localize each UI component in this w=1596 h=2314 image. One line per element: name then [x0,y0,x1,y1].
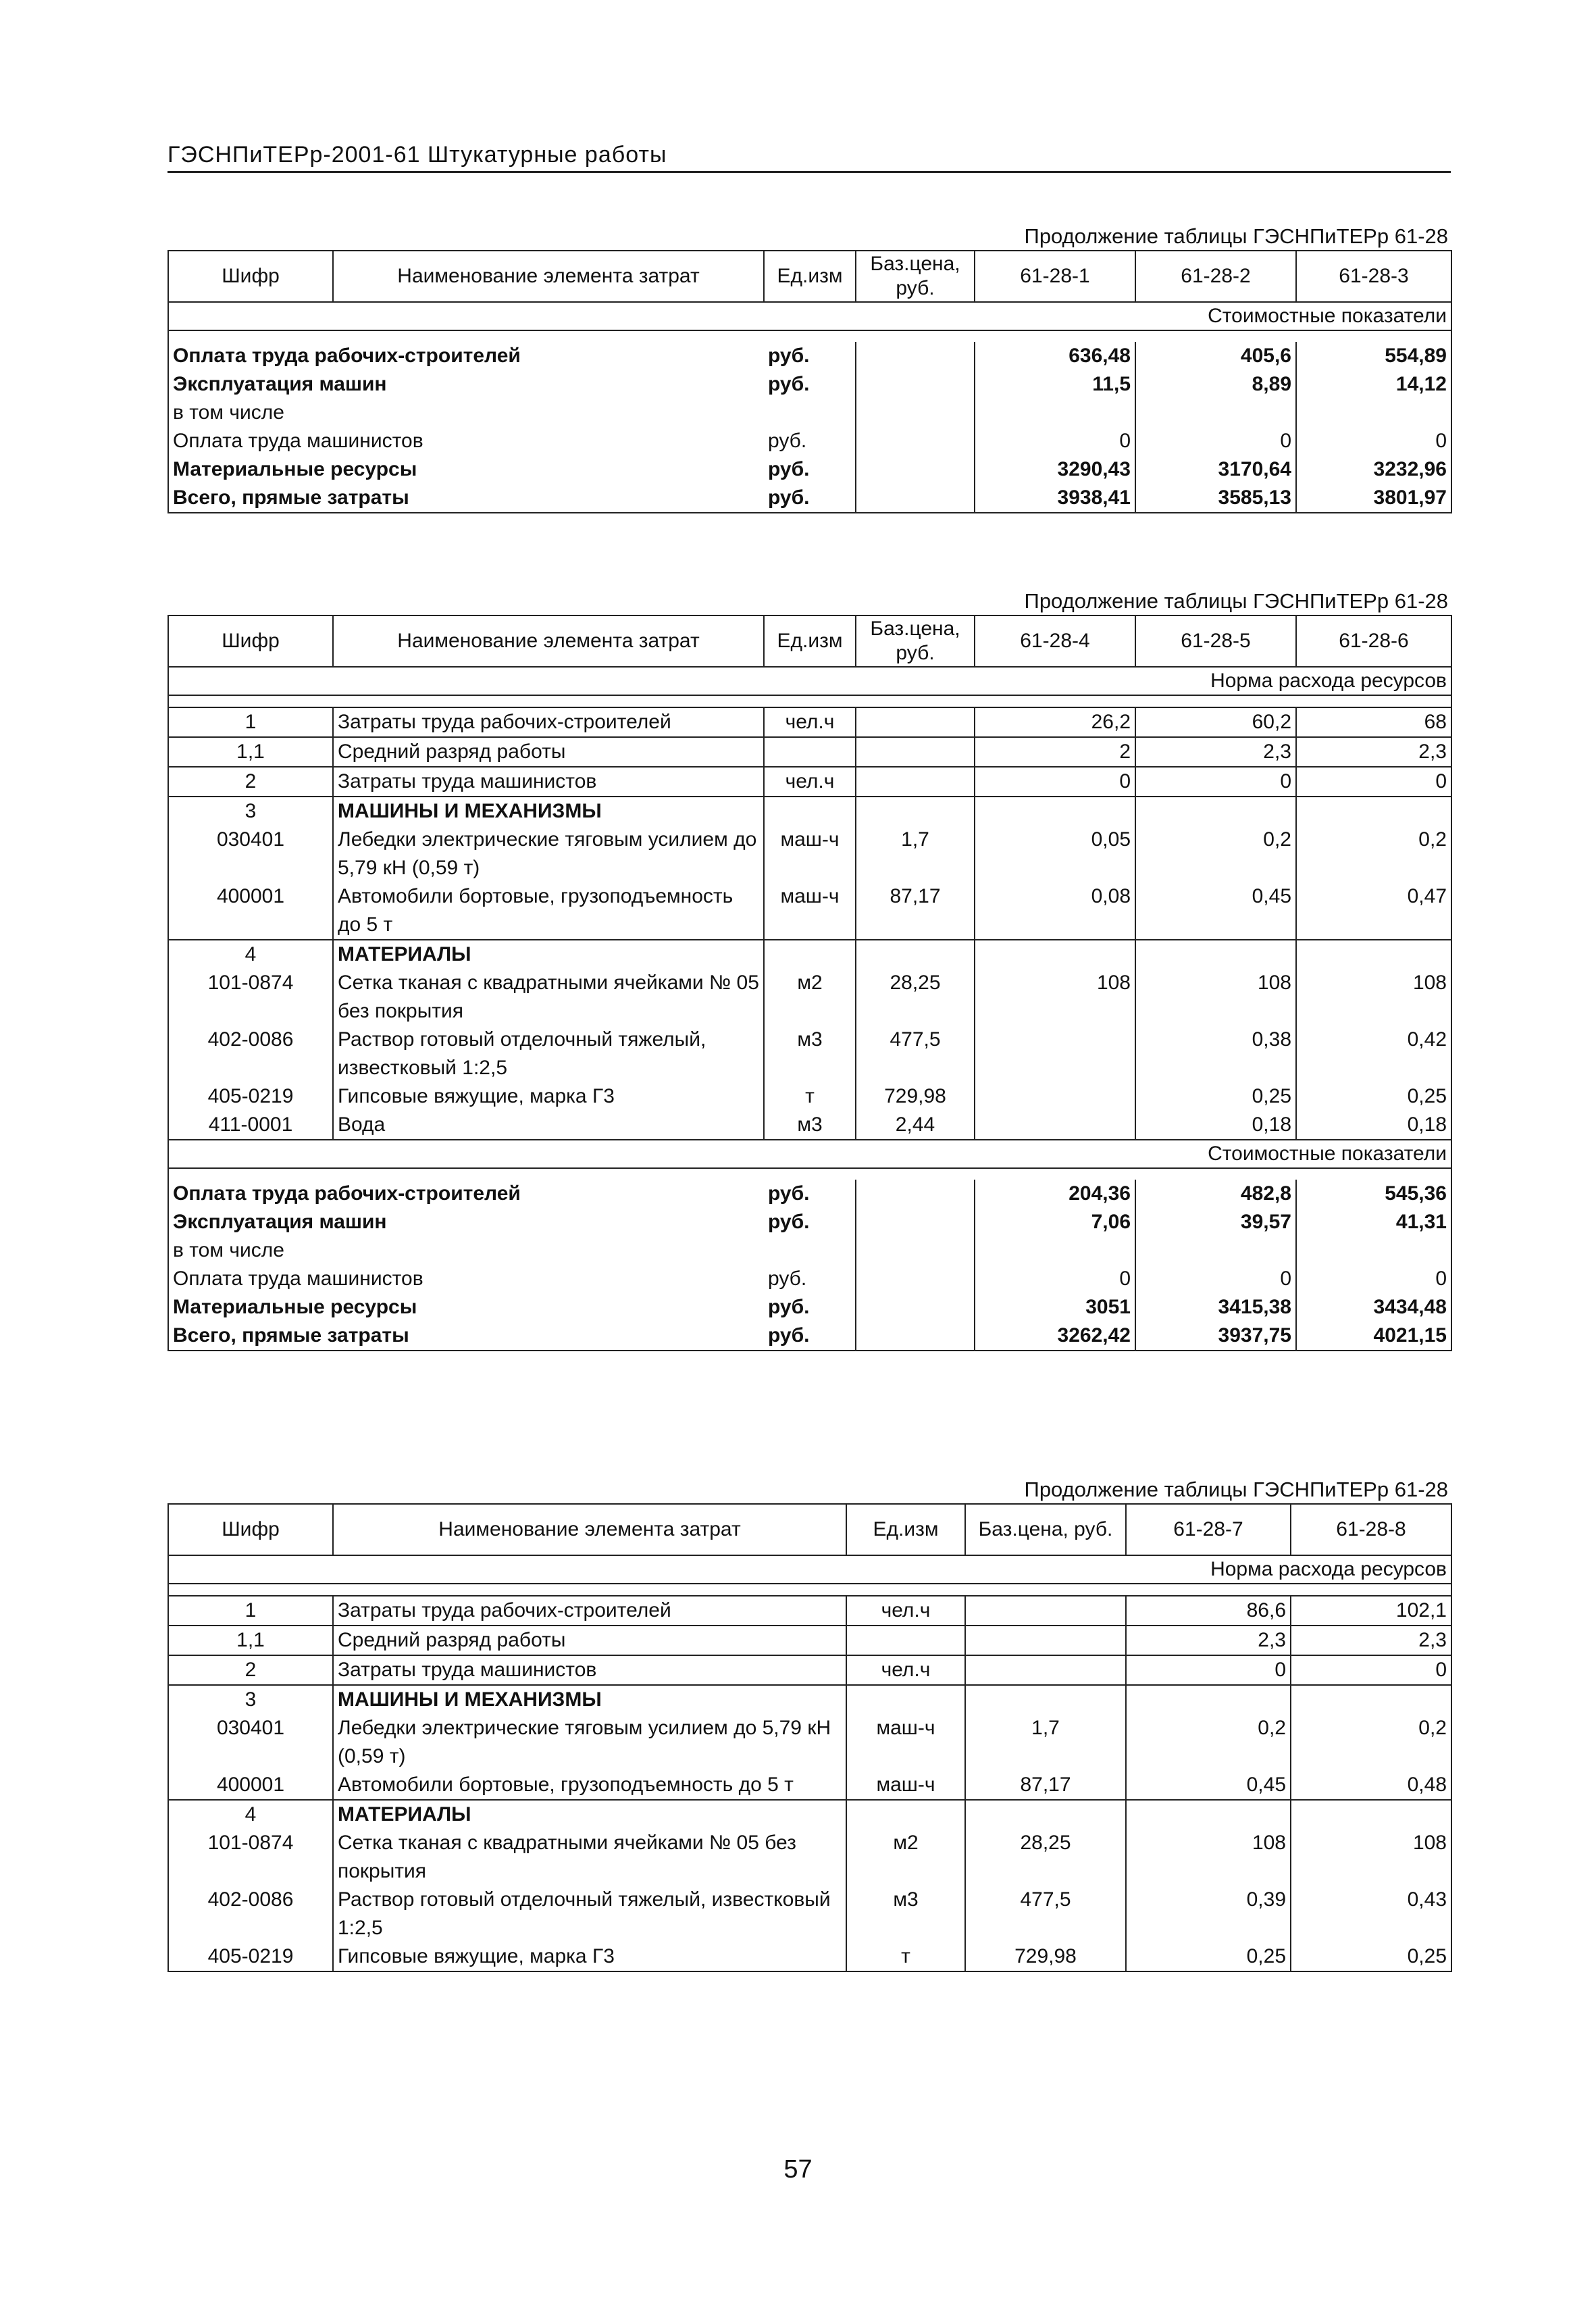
table-cell-value [1291,1800,1451,1829]
table-cell-unit: м2 [846,1829,965,1886]
table-cell-value: 108 [975,969,1135,1026]
table-cell-price [856,1293,975,1322]
table-cell-value: 108 [1135,969,1296,1026]
table-cell-name: Вода [333,1111,764,1140]
table-cell-code: 405-0219 [168,1942,333,1971]
table-cell-value: 0 [1135,427,1296,455]
table-cell-name: Оплата труда машинистов [168,427,764,455]
table2-header-row [168,615,1451,667]
table-row [168,1942,1451,1971]
table-row [168,1771,1451,1800]
table-cell-code: 411-0001 [168,1111,333,1140]
table-cell-value: 3290,43 [975,455,1135,484]
table-cell-value: 0 [975,427,1135,455]
table-row [168,1111,1451,1140]
table-cell-name: Лебедки электрические тяговым усилием до 5,79 кН (0,59 т) [333,826,764,882]
table-cell-section: МАТЕРИАЛЫ [333,1800,846,1829]
table-cell-value: 0,2 [1135,826,1296,882]
table2-header-cell: Ед.изм [764,615,856,667]
table-cell-price [856,370,975,399]
table2-block [168,588,1451,1351]
table-cell-code: 400001 [168,1771,333,1800]
table-cell-value: 0,25 [1291,1942,1451,1971]
table-row [168,1293,1451,1322]
table-cell-unit: м2 [764,969,856,1026]
table-cell-name: Гипсовые вяжущие, марка Г3 [333,1082,764,1111]
table-cell-code: 405-0219 [168,1082,333,1111]
table-cell-unit: м3 [846,1886,965,1942]
table1-header-cell: Баз.цена, руб. [856,251,975,302]
table-cell-value: 3938,41 [975,484,1135,513]
table-cell-unit [764,797,856,826]
table1-header-cell: Наименование элемента затрат [333,251,764,302]
table-row [168,1236,1451,1265]
table-cell-value: 2,3 [1135,737,1296,767]
table-cell-code: 3 [168,797,333,826]
table-cell-name: Автомобили бортовые, грузоподъемность до 5 т [333,882,764,940]
table3-header-row [168,1504,1451,1555]
table-cell-value [1291,1685,1451,1714]
table-cell-value [1126,1800,1291,1829]
table1-header-cell: 61-28-2 [1135,251,1296,302]
table-cell-value: 0,38 [1135,1026,1296,1082]
table-cell-section: МАШИНЫ И МЕХАНИЗМЫ [333,797,764,826]
table-cell-value: 482,8 [1135,1180,1296,1208]
table-row [168,940,1451,969]
table-cell-value [1296,940,1451,969]
table-cell-value: 2 [975,737,1135,767]
table-row [168,826,1451,882]
table-cell-value [1135,399,1296,427]
table-cell-value [1126,1685,1291,1714]
table-cell-name: в том числе [168,1236,764,1265]
table-cell-unit [764,1236,856,1265]
table-cell-value [975,1111,1135,1140]
table-cell-unit: м3 [764,1026,856,1082]
table-cell-value: 3232,96 [1296,455,1451,484]
table-cell-price: 477,5 [856,1026,975,1082]
table-row [168,1800,1451,1829]
table-row [168,370,1451,399]
table1-header-cell: Ед.изм [764,251,856,302]
table-cell-price [856,1180,975,1208]
table-cell-value: 0,39 [1126,1886,1291,1942]
table-cell-unit [764,940,856,969]
table-cell-value: 41,31 [1296,1208,1451,1236]
table-row [168,342,1451,370]
table-cell-price [965,1596,1126,1626]
table-cell-value: 0 [1296,427,1451,455]
table-cell-price: 1,7 [856,826,975,882]
table-row [168,1829,1451,1886]
table-cell-price: 87,17 [965,1771,1126,1800]
table-cell-value: 0 [1135,1265,1296,1293]
table-cell-value: 3262,42 [975,1322,1135,1351]
table-row [168,882,1451,940]
table-cell-price [856,1208,975,1236]
table1-caption: Продолжение таблицы ГЭСНПиТЕРр 61-28 [1024,224,1448,248]
table-cell-value: 204,36 [975,1180,1135,1208]
table-row [168,484,1451,513]
table3-caption: Продолжение таблицы ГЭСНПиТЕРр 61-28 [1024,1478,1448,1501]
table-cell-value: 3801,97 [1296,484,1451,513]
table-cell-name: Эксплуатация машин [168,1208,764,1236]
table-cell-value: 0 [1296,1265,1451,1293]
table3 [168,1503,1452,1972]
table-cell-value: 0,2 [1291,1714,1451,1771]
table-row [168,797,1451,826]
table-cell-value [1135,797,1296,826]
table-cell-value: 0,25 [1296,1082,1451,1111]
table-cell-price [856,737,975,767]
table-cell-value: 0,42 [1296,1026,1451,1082]
table-cell-value: 0 [975,1265,1135,1293]
table2-spacer [168,1168,1451,1180]
table-cell-value: 3415,38 [1135,1293,1296,1322]
table-row [168,1596,1451,1626]
table-cell-value: 2,3 [1296,737,1451,767]
table-cell-code: 030401 [168,1714,333,1771]
table-row [168,1265,1451,1293]
table-cell-value [975,1026,1135,1082]
table-cell-value [975,1082,1135,1111]
table-row [168,427,1451,455]
table-cell-name: Затраты труда машинистов [333,767,764,797]
table-cell-code: 402-0086 [168,1886,333,1942]
table3-header-cell: Баз.цена, руб. [965,1504,1126,1555]
table1-block [168,223,1451,513]
table-cell-name: Гипсовые вяжущие, марка Г3 [333,1942,846,1971]
table-cell-price [856,940,975,969]
table-cell-value: 0,45 [1126,1771,1291,1800]
table-cell-price [856,1322,975,1351]
table-cell-value [1135,940,1296,969]
table-cell-name: Оплата труда рабочих-строителей [168,1180,764,1208]
page-header: ГЭСНПиТЕРр-2001-61 Штукатурные работы [168,142,1451,173]
table-cell-value: 0,45 [1135,882,1296,940]
table3-header-cell: Ед.изм [846,1504,965,1555]
table2-caption: Продолжение таблицы ГЭСНПиТЕРр 61-28 [1024,589,1448,613]
table-cell-value: 60,2 [1135,707,1296,737]
table3-subheader: Норма расхода ресурсов [168,1555,1451,1584]
table-cell-value [1296,797,1451,826]
table-cell-value: 7,06 [975,1208,1135,1236]
table-cell-unit: руб. [768,1182,810,1205]
table-cell-value: 0 [975,767,1135,797]
table-row [168,1082,1451,1111]
table2-header-cell: Баз.цена, руб. [856,615,975,667]
table2 [168,615,1452,1351]
table-cell-value: 108 [1291,1829,1451,1886]
table-cell-unit: т [846,1942,965,1971]
table3-header-cell: 61-28-8 [1291,1504,1451,1555]
table-cell-value: 102,1 [1291,1596,1451,1626]
table-cell-code: 1,1 [168,1626,333,1655]
table-row [168,737,1451,767]
table2-header-cell: 61-28-5 [1135,615,1296,667]
table-cell-price [856,1236,975,1265]
table-cell-value: 3051 [975,1293,1135,1322]
table-cell-price: 1,7 [965,1714,1126,1771]
table-cell-value: 636,48 [975,342,1135,370]
table-cell-unit [764,399,856,427]
table3-spacer [168,1584,1451,1596]
table-cell-value: 3937,75 [1135,1322,1296,1351]
table-cell-price [856,1265,975,1293]
table-row [168,1655,1451,1685]
table3-header-cell: Наименование элемента затрат [333,1504,846,1555]
table-cell-name: Раствор готовый отделочный тяжелый, известковый 1:2,5 [333,1886,846,1942]
table-row [168,969,1451,1026]
table-cell-value: 0,05 [975,826,1135,882]
table-cell-name: Сетка тканая с квадратными ячейками № 05 без покрытия [333,1829,846,1886]
table-cell-section: МАШИНЫ И МЕХАНИЗМЫ [333,1685,846,1714]
table-cell-price [856,707,975,737]
table-cell-price [965,1626,1126,1655]
table-cell-price [965,1685,1126,1714]
table-cell-value: 2,3 [1126,1626,1291,1655]
table-cell-unit: маш-ч [846,1714,965,1771]
table-cell-code: 030401 [168,826,333,882]
table-cell-name: Затраты труда рабочих-строителей [333,1596,846,1626]
table-cell-unit: руб. [768,345,810,367]
table-cell-unit: маш-ч [846,1771,965,1800]
table-row [168,1180,1451,1208]
table-cell-name: Автомобили бортовые, грузоподъемность до 5 т [333,1771,846,1800]
table2-header-cell: Шифр [168,615,333,667]
table-cell-price [856,767,975,797]
table-cell-unit: маш-ч [764,882,856,940]
table-cell-unit: м3 [764,1111,856,1140]
table-cell-name: Материальные ресурсы [168,455,764,484]
table-cell-value [1296,399,1451,427]
table-cell-value: 0 [1296,767,1451,797]
table-cell-price: 477,5 [965,1886,1126,1942]
table1-spacer [168,330,1451,342]
table-cell-price: 729,98 [856,1082,975,1111]
table-cell-value: 0,48 [1291,1771,1451,1800]
table-cell-value: 0,43 [1291,1886,1451,1942]
table-row [168,1322,1451,1351]
page-number: 57 [783,2155,813,2184]
table-cell-name: Всего, прямые затраты [168,1322,764,1351]
table-cell-name: Материальные ресурсы [168,1293,764,1322]
table-cell-value [975,797,1135,826]
table-cell-value: 26,2 [975,707,1135,737]
table-row [168,1886,1451,1942]
table-cell-price: 28,25 [856,969,975,1026]
table1-subheader: Стоимостные показатели [168,302,1451,330]
table-cell-value: 0,18 [1296,1111,1451,1140]
table-row [168,455,1451,484]
table-cell-value: 14,12 [1296,370,1451,399]
table-cell-unit [846,1685,965,1714]
table2-spacer [168,695,1451,707]
table-cell-price: 729,98 [965,1942,1126,1971]
table-row [168,399,1451,427]
table-cell-code: 1,1 [168,737,333,767]
table-cell-value: 545,36 [1296,1180,1451,1208]
table-cell-value: 0,18 [1135,1111,1296,1140]
table2-header-cell: 61-28-4 [975,615,1135,667]
table-cell-value: 0,47 [1296,882,1451,940]
table-cell-value: 3434,48 [1296,1293,1451,1322]
table-cell-code: 400001 [168,882,333,940]
table-cell-unit: чел.ч [764,707,856,737]
table-cell-unit [846,1800,965,1829]
table-row [168,1626,1451,1655]
table-cell-code: 2 [168,767,333,797]
table-cell-unit: чел.ч [846,1596,965,1626]
table-cell-value: 0 [1126,1655,1291,1685]
table-row [168,1208,1451,1236]
table-cell-value: 0,25 [1135,1082,1296,1111]
table-cell-unit: чел.ч [764,767,856,797]
table-cell-name: Всего, прямые затраты [168,484,764,513]
table-cell-price: 87,17 [856,882,975,940]
table-cell-unit: руб. [768,430,807,452]
table-cell-value: 86,6 [1126,1596,1291,1626]
table-cell-unit: руб. [768,1211,810,1233]
table-cell-value: 0,08 [975,882,1135,940]
table-cell-value: 8,89 [1135,370,1296,399]
table-cell-price [856,399,975,427]
table1-header-cell: 61-28-1 [975,251,1135,302]
table1-header-cell: 61-28-3 [1296,251,1451,302]
table-cell-price: 28,25 [965,1829,1126,1886]
table2-subheader-cost: Стоимостные показатели [168,1140,1451,1168]
table-cell-unit: руб. [768,1267,807,1290]
table-cell-name: Затраты труда рабочих-строителей [333,707,764,737]
table-cell-code: 101-0874 [168,1829,333,1886]
table-cell-name: Затраты труда машинистов [333,1655,846,1685]
table-cell-code: 101-0874 [168,969,333,1026]
table-cell-value: 3585,13 [1135,484,1296,513]
table2-subheader-norm: Норма расхода ресурсов [168,667,1451,695]
table-cell-value: 108 [1126,1829,1291,1886]
table-row [168,1685,1451,1714]
table-cell-value: 68 [1296,707,1451,737]
table-cell-code: 1 [168,1596,333,1626]
table-row [168,767,1451,797]
table-cell-code: 4 [168,1800,333,1829]
table-cell-value: 108 [1296,969,1451,1026]
table-cell-price: 2,44 [856,1111,975,1140]
table-cell-value: 0 [1291,1655,1451,1685]
table-cell-price [856,797,975,826]
table1-header-row [168,251,1451,302]
table-cell-unit: руб. [768,1296,810,1318]
table-cell-unit [764,737,856,767]
table-cell-price [856,427,975,455]
table-cell-name: Средний разряд работы [333,737,764,767]
table-cell-unit: руб. [768,458,810,480]
table-cell-name: в том числе [168,399,764,427]
table-cell-value: 11,5 [975,370,1135,399]
table-cell-value: 0,25 [1126,1942,1291,1971]
table-cell-unit: руб. [764,1322,856,1351]
table-cell-value: 4021,15 [1296,1322,1451,1351]
table-cell-price [965,1800,1126,1829]
table1-header-cell: Шифр [168,251,333,302]
table-cell-section: МАТЕРИАЛЫ [333,940,764,969]
table-cell-price [856,455,975,484]
table2-header-cell: 61-28-6 [1296,615,1451,667]
table3-header-cell: 61-28-7 [1126,1504,1291,1555]
table-cell-value [1296,1236,1451,1265]
table-cell-name: Оплата труда рабочих-строителей [168,342,764,370]
table-cell-value [975,940,1135,969]
table-cell-name: Раствор готовый отделочный тяжелый, известковый 1:2,5 [333,1026,764,1082]
table-cell-code: 2 [168,1655,333,1685]
table-cell-value: 3170,64 [1135,455,1296,484]
table-cell-value: 405,6 [1135,342,1296,370]
table-cell-unit: т [764,1082,856,1111]
table-cell-code: 402-0086 [168,1026,333,1082]
table-row [168,707,1451,737]
table-cell-unit: руб. [768,373,810,395]
table-cell-value: 2,3 [1291,1626,1451,1655]
table-row [168,1714,1451,1771]
table-cell-value [975,1236,1135,1265]
table-cell-unit: руб. [764,484,856,513]
table-cell-value: 0 [1135,767,1296,797]
table-cell-code: 1 [168,707,333,737]
table-cell-value: 0,2 [1126,1714,1291,1771]
table-cell-name: Оплата труда машинистов [168,1265,764,1293]
table-cell-code: 4 [168,940,333,969]
table-cell-name: Эксплуатация машин [168,370,764,399]
table-cell-name: Сетка тканая с квадратными ячейками № 05 без покрытия [333,969,764,1026]
table-cell-value: 39,57 [1135,1208,1296,1236]
table-cell-value [975,399,1135,427]
table3-block [168,1476,1451,1972]
table-cell-price [965,1655,1126,1685]
table-cell-name: Средний разряд работы [333,1626,846,1655]
table-cell-value: 554,89 [1296,342,1451,370]
table-row [168,1026,1451,1082]
table-cell-name: Лебедки электрические тяговым усилием до 5,79 кН (0,59 т) [333,1714,846,1771]
table-cell-value: 0,2 [1296,826,1451,882]
table3-header-cell: Шифр [168,1504,333,1555]
table-cell-value [1135,1236,1296,1265]
table-cell-unit: маш-ч [764,826,856,882]
table-cell-price [856,342,975,370]
table-cell-code: 3 [168,1685,333,1714]
table1 [168,250,1452,513]
table-cell-unit [846,1626,965,1655]
table2-header-cell: Наименование элемента затрат [333,615,764,667]
table-cell-price [856,484,975,513]
table-cell-unit: чел.ч [846,1655,965,1685]
